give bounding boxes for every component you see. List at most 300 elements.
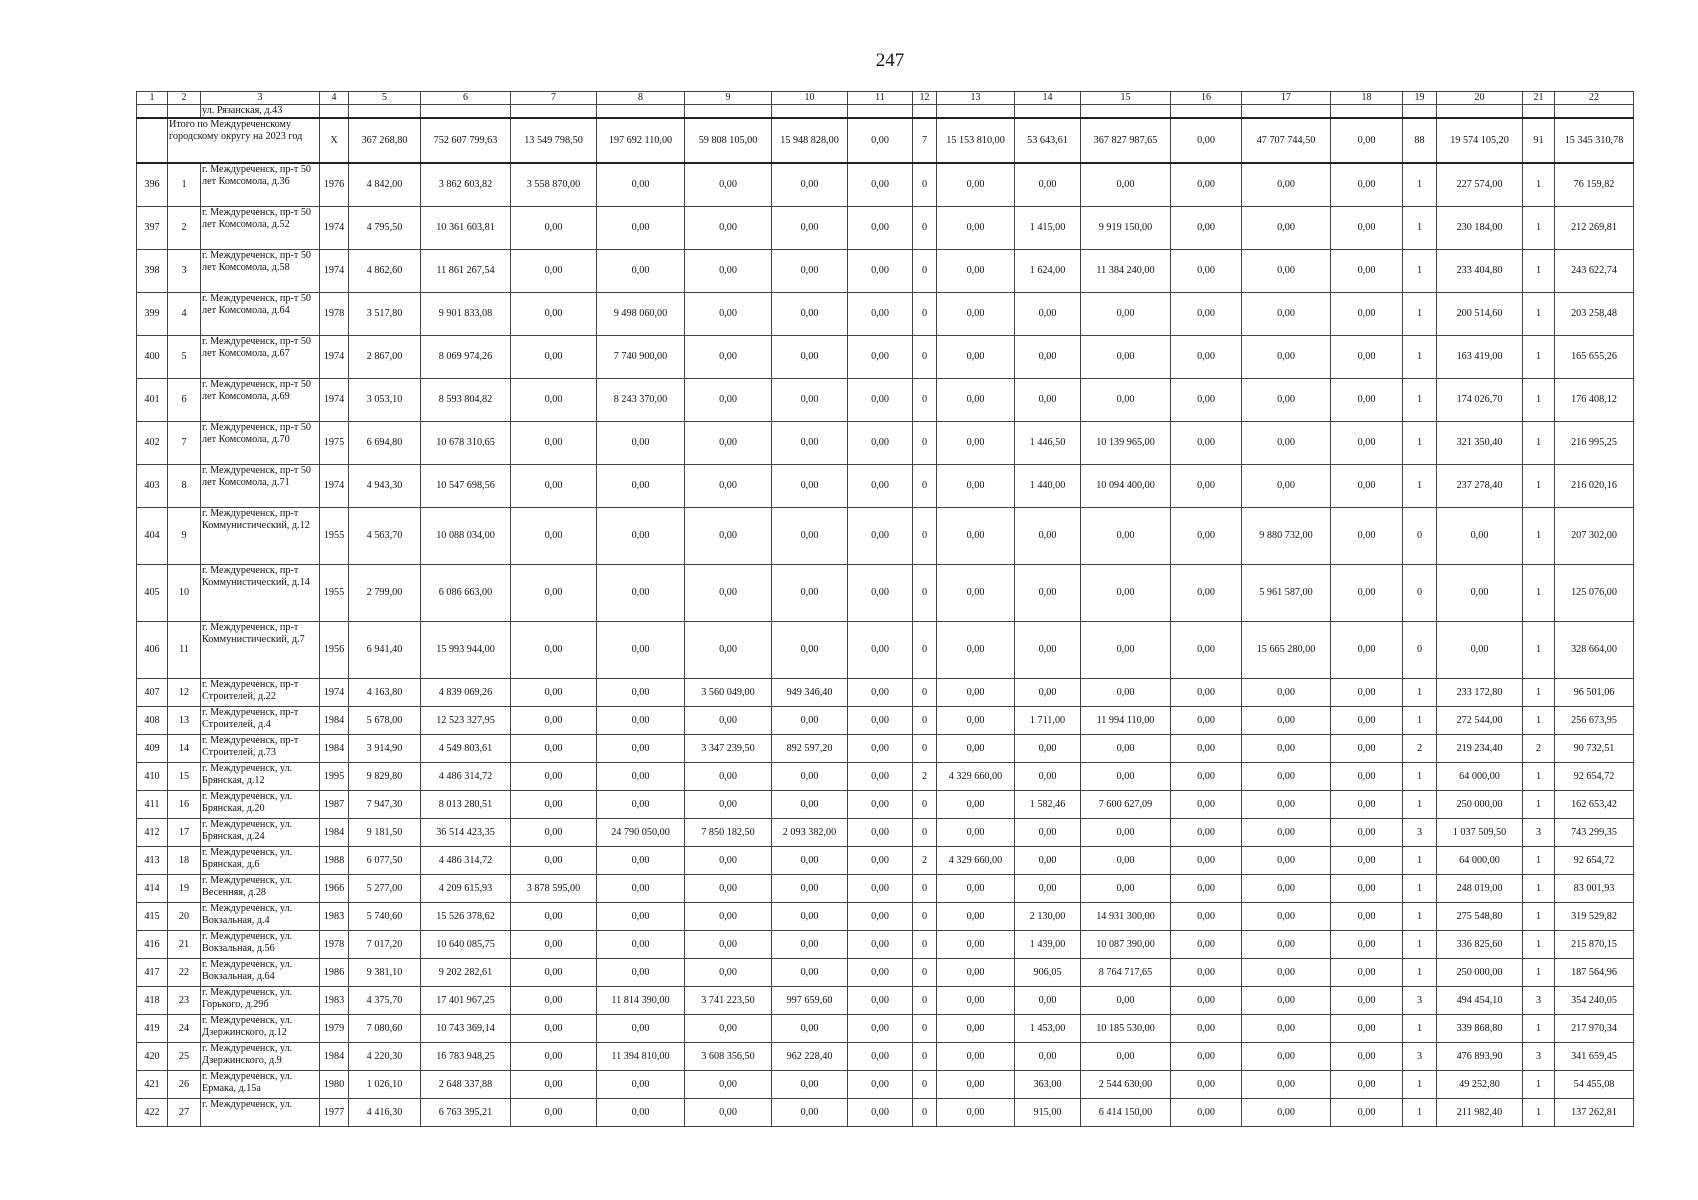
table-cell: 0,00	[937, 508, 1015, 565]
table-cell: 420	[137, 1043, 168, 1071]
address-cell: г. Междуреченск, ул. Брянская, д.20	[201, 791, 320, 819]
table-cell: 0,00	[1171, 1071, 1242, 1099]
table-cell: 4	[168, 293, 201, 336]
column-header: 8	[597, 92, 685, 105]
table-cell: 0,00	[937, 1043, 1015, 1071]
table-cell: 400	[137, 336, 168, 379]
table-cell: 0	[913, 379, 937, 422]
table-cell: 1955	[320, 565, 349, 622]
table-cell: 26	[168, 1071, 201, 1099]
table-cell: 0,00	[848, 293, 913, 336]
table-cell: 0,00	[848, 1043, 913, 1071]
table-cell: 0,00	[597, 508, 685, 565]
table-cell: 0,00	[848, 1071, 913, 1099]
table-cell: 3 914,90	[349, 735, 421, 763]
table-cell: 404	[137, 508, 168, 565]
table-cell: 24	[168, 1015, 201, 1043]
table-row	[137, 508, 1634, 565]
table-cell: 4 329 660,00	[937, 763, 1015, 791]
table-cell: 0	[913, 819, 937, 847]
table-cell: 0,00	[848, 422, 913, 465]
table-cell: 1988	[320, 847, 349, 875]
table-cell: 0	[913, 508, 937, 565]
table-cell: 0,00	[1242, 163, 1331, 207]
table-cell: 0,00	[685, 163, 772, 207]
table-cell: 0,00	[597, 465, 685, 508]
table-cell: 0,00	[1171, 422, 1242, 465]
table-cell: 0,00	[772, 763, 848, 791]
table-cell: 0,00	[772, 875, 848, 903]
column-header: 14	[1015, 92, 1081, 105]
column-header: 22	[1555, 92, 1634, 105]
column-header: 13	[937, 92, 1015, 105]
table-cell: 949 346,40	[772, 679, 848, 707]
table-cell: 410	[137, 763, 168, 791]
table-cell: 0	[913, 1099, 937, 1127]
table-cell: 336 825,60	[1437, 931, 1523, 959]
table-cell: 0,00	[937, 679, 1015, 707]
table-cell: 0,00	[1015, 987, 1081, 1015]
table-cell: 7 600 627,09	[1081, 791, 1171, 819]
table-cell: 0,00	[1331, 735, 1403, 763]
table-cell: 409	[137, 735, 168, 763]
table-cell: 1	[1523, 163, 1555, 207]
table-cell: 3 053,10	[349, 379, 421, 422]
table-cell: 363,00	[1015, 1071, 1081, 1099]
table-cell: 17	[168, 819, 201, 847]
table-cell: 412	[137, 819, 168, 847]
table-cell: 212 269,81	[1555, 207, 1634, 250]
address-cell: г. Междуреченск, ул. Вокзальная, д.56	[201, 931, 320, 959]
table-cell: 1	[1523, 622, 1555, 679]
table-cell: 414	[137, 875, 168, 903]
table-cell	[1437, 105, 1523, 119]
table-cell: 419	[137, 1015, 168, 1043]
table-cell: 0,00	[511, 293, 597, 336]
table-cell: 1984	[320, 1043, 349, 1071]
table-cell: 0,00	[1242, 465, 1331, 508]
table-cell: 0,00	[937, 819, 1015, 847]
table-cell: 1	[168, 163, 201, 207]
column-header: 1	[137, 92, 168, 105]
total-value: 15 153 810,00	[937, 118, 1015, 163]
table-cell: 1975	[320, 422, 349, 465]
table-cell: 9 901 833,08	[421, 293, 511, 336]
table-cell: 187 564,96	[1555, 959, 1634, 987]
table-cell: 0,00	[685, 1015, 772, 1043]
table-cell	[1171, 105, 1242, 119]
table-cell: 1966	[320, 875, 349, 903]
table-cell: 1	[1403, 207, 1437, 250]
total-value: 367 268,80	[349, 118, 421, 163]
table-cell: 0,00	[1171, 959, 1242, 987]
table-cell: 0,00	[937, 959, 1015, 987]
table-cell: 90 732,51	[1555, 735, 1634, 763]
table-cell: 0,00	[597, 707, 685, 735]
table-cell: 0,00	[1015, 508, 1081, 565]
table-cell: 0,00	[848, 707, 913, 735]
table-cell: 9	[168, 508, 201, 565]
table-cell: 0,00	[1331, 959, 1403, 987]
table-cell: 0,00	[597, 1071, 685, 1099]
table-cell: 211 982,40	[1437, 1099, 1523, 1127]
table-cell: 0,00	[772, 250, 848, 293]
table-cell: 0,00	[772, 163, 848, 207]
table-cell: 1	[1403, 336, 1437, 379]
table-cell: 11 814 390,00	[597, 987, 685, 1015]
table-row	[137, 791, 1634, 819]
table-cell: 14 931 300,00	[1081, 903, 1171, 931]
page-number: 247	[875, 50, 905, 71]
table-cell: 0,00	[848, 465, 913, 508]
table-cell: 0,00	[597, 931, 685, 959]
table-cell: 0,00	[685, 847, 772, 875]
table-cell: 0,00	[685, 931, 772, 959]
table-cell: 0,00	[937, 1015, 1015, 1043]
table-cell: 0,00	[685, 336, 772, 379]
table-cell: 0	[1403, 508, 1437, 565]
table-row	[137, 959, 1634, 987]
table-cell: 1984	[320, 707, 349, 735]
table-cell: 1	[1403, 163, 1437, 207]
table-cell: 0,00	[511, 735, 597, 763]
table-cell: 3	[1403, 819, 1437, 847]
table-cell: 0,00	[848, 679, 913, 707]
table-cell: 0,00	[1171, 163, 1242, 207]
table-cell	[848, 105, 913, 119]
table-row	[137, 379, 1634, 422]
table-cell: 3	[1403, 987, 1437, 1015]
table-cell: 0,00	[772, 293, 848, 336]
table-cell: 3	[168, 250, 201, 293]
table-cell: 15 526 378,62	[421, 903, 511, 931]
table-cell: 0,00	[937, 791, 1015, 819]
table-cell: 216 995,25	[1555, 422, 1634, 465]
table-cell: 0	[913, 791, 937, 819]
table-cell: 0,00	[511, 336, 597, 379]
table-cell: 8 069 974,26	[421, 336, 511, 379]
table-cell: 0,00	[511, 1099, 597, 1127]
table-cell: 49 252,80	[1437, 1071, 1523, 1099]
address-cell: г. Междуреченск, пр-т Коммунистический, д.7	[201, 622, 320, 679]
address-cell: г. Междуреченск, пр-т 50 лет Комсомола, д.71	[201, 465, 320, 508]
table-cell: 0,00	[1331, 250, 1403, 293]
table-cell: 0,00	[1081, 1043, 1171, 1071]
table-cell: 0,00	[685, 250, 772, 293]
table-cell: 1 415,00	[1015, 207, 1081, 250]
table-cell: 4 549 803,61	[421, 735, 511, 763]
table-cell: 9 202 282,61	[421, 959, 511, 987]
table-cell: 0	[913, 422, 937, 465]
table-cell: 0,00	[937, 250, 1015, 293]
table-row	[137, 465, 1634, 508]
table-cell: 0	[913, 465, 937, 508]
table-row	[137, 819, 1634, 847]
table-cell: 237 278,40	[1437, 465, 1523, 508]
table-cell: 328 664,00	[1555, 622, 1634, 679]
table-cell: 1	[1523, 465, 1555, 508]
table-cell: 0,00	[848, 931, 913, 959]
table-cell: 8	[168, 465, 201, 508]
table-cell: 321 350,40	[1437, 422, 1523, 465]
table-cell: 0,00	[1331, 875, 1403, 903]
table-cell: 83 001,93	[1555, 875, 1634, 903]
table-row	[137, 931, 1634, 959]
table-cell: 0,00	[937, 735, 1015, 763]
table-cell: 0,00	[1331, 791, 1403, 819]
table-cell: 0,00	[848, 565, 913, 622]
table-cell: 0,00	[848, 819, 913, 847]
table-cell: 4 209 615,93	[421, 875, 511, 903]
table-cell	[1403, 105, 1437, 119]
table-cell: 1	[1403, 875, 1437, 903]
table-cell: 0,00	[772, 1015, 848, 1043]
table-cell: 217 970,34	[1555, 1015, 1634, 1043]
table-cell: 421	[137, 1071, 168, 1099]
table-cell: 0,00	[1331, 465, 1403, 508]
table-cell: 0,00	[1331, 847, 1403, 875]
table-cell: 9 829,80	[349, 763, 421, 791]
table-cell: 11 384 240,00	[1081, 250, 1171, 293]
table-cell: 0,00	[937, 1099, 1015, 1127]
table-row	[137, 293, 1634, 336]
table-cell: 0,00	[1171, 875, 1242, 903]
table-cell: 0,00	[597, 163, 685, 207]
address-cell: г. Междуреченск, ул. Ермака, д.15а	[201, 1071, 320, 1099]
address-cell: г. Междуреченск, ул. Весенняя, д.28	[201, 875, 320, 903]
table-cell: 0,00	[1331, 903, 1403, 931]
total-label: Итого по Междуреченскому городскому округу на 2023 год	[168, 118, 320, 163]
address-cell: г. Междуреченск, пр-т 50 лет Комсомола, д.58	[201, 250, 320, 293]
address-cell: г. Междуреченск, ул. Брянская, д.6	[201, 847, 320, 875]
table-cell: 0,00	[937, 987, 1015, 1015]
table-cell: 13	[168, 707, 201, 735]
table-cell: 1	[1523, 847, 1555, 875]
table-row	[137, 1071, 1634, 1099]
table-cell: 0,00	[685, 903, 772, 931]
table-cell: 3 560 049,00	[685, 679, 772, 707]
table-cell: 0	[913, 163, 937, 207]
table-cell: 0,00	[848, 379, 913, 422]
table-cell: 3 741 223,50	[685, 987, 772, 1015]
table-cell: 1	[1403, 379, 1437, 422]
table-cell: 11 994 110,00	[1081, 707, 1171, 735]
table-cell: 0,00	[511, 763, 597, 791]
total-value: 15 948 828,00	[772, 118, 848, 163]
table-cell: 0,00	[848, 622, 913, 679]
table-cell: 1	[1403, 1015, 1437, 1043]
table-cell: 96 501,06	[1555, 679, 1634, 707]
table-cell: 0,00	[772, 847, 848, 875]
table-cell: 8 243 370,00	[597, 379, 685, 422]
table-cell: 0,00	[1242, 207, 1331, 250]
table-cell: 64 000,00	[1437, 847, 1523, 875]
table-cell: 3 862 603,82	[421, 163, 511, 207]
table-cell: 1983	[320, 987, 349, 1015]
table-cell: 0,00	[1015, 622, 1081, 679]
table-cell: 10 087 390,00	[1081, 931, 1171, 959]
table-cell: 4 795,50	[349, 207, 421, 250]
table-cell: 5 277,00	[349, 875, 421, 903]
table-cell: 0,00	[511, 508, 597, 565]
table-cell: 3	[1523, 1043, 1555, 1071]
table-cell: 219 234,40	[1437, 735, 1523, 763]
table-row	[137, 422, 1634, 465]
table-cell: 1 624,00	[1015, 250, 1081, 293]
table-cell: 0,00	[1171, 763, 1242, 791]
table-cell: 0,00	[937, 163, 1015, 207]
table-cell: 10 139 965,00	[1081, 422, 1171, 465]
table-cell: 23	[168, 987, 201, 1015]
table-cell: 0,00	[848, 163, 913, 207]
table-cell: 0,00	[1242, 422, 1331, 465]
table-cell: 125 076,00	[1555, 565, 1634, 622]
table-cell: 1	[1523, 207, 1555, 250]
table-cell	[137, 118, 168, 163]
table-cell: 248 019,00	[1437, 875, 1523, 903]
table-cell: 5 961 587,00	[1242, 565, 1331, 622]
table-cell: 0,00	[511, 1015, 597, 1043]
total-value: 53 643,61	[1015, 118, 1081, 163]
table-cell: 4 375,70	[349, 987, 421, 1015]
table-cell: 12 523 327,95	[421, 707, 511, 735]
table-cell: 18	[168, 847, 201, 875]
table-row	[137, 847, 1634, 875]
table-cell: 2	[913, 763, 937, 791]
table-cell: 1	[1403, 707, 1437, 735]
table-cell: 2	[1523, 735, 1555, 763]
table-cell: 0,00	[597, 1015, 685, 1043]
table-cell: 243 622,74	[1555, 250, 1634, 293]
column-header: 2	[168, 92, 201, 105]
table-row	[137, 1043, 1634, 1071]
table-cell: 1	[1403, 791, 1437, 819]
table-cell: 0,00	[848, 250, 913, 293]
table-cell: 0,00	[597, 422, 685, 465]
address-cell: г. Междуреченск, ул. Горького, д.29б	[201, 987, 320, 1015]
table-cell: 416	[137, 931, 168, 959]
table-cell: 0,00	[1171, 1015, 1242, 1043]
table-cell: 0,00	[1015, 163, 1081, 207]
table-cell: 0,00	[1331, 1043, 1403, 1071]
table-cell: 0,00	[937, 565, 1015, 622]
table-cell: 0,00	[1081, 819, 1171, 847]
table-cell: 21	[168, 931, 201, 959]
table-cell: 137 262,81	[1555, 1099, 1634, 1127]
table-cell: 10 094 400,00	[1081, 465, 1171, 508]
table-cell: 207 302,00	[1555, 508, 1634, 565]
table-cell: 19	[168, 875, 201, 903]
table-cell: 275 548,80	[1437, 903, 1523, 931]
table-cell: 0,00	[1081, 508, 1171, 565]
table-cell: 0	[913, 250, 937, 293]
table-cell: 7 740 900,00	[597, 336, 685, 379]
table-cell	[421, 105, 511, 119]
table-cell: 3 558 870,00	[511, 163, 597, 207]
address-cell: г. Междуреченск, пр-т Строителей, д.73	[201, 735, 320, 763]
table-cell: 2 648 337,88	[421, 1071, 511, 1099]
table-cell: 0,00	[685, 1099, 772, 1127]
column-header: 3	[201, 92, 320, 105]
table-cell: 0,00	[1081, 735, 1171, 763]
column-header: 17	[1242, 92, 1331, 105]
table-cell: 407	[137, 679, 168, 707]
table-cell: 0	[913, 1043, 937, 1071]
table-cell: 272 544,00	[1437, 707, 1523, 735]
table-cell: 0,00	[1171, 379, 1242, 422]
address-cell: г. Междуреченск, пр-т Коммунистический, д.12	[201, 508, 320, 565]
table-cell: 0,00	[511, 1043, 597, 1071]
table-cell: 0,00	[1171, 1043, 1242, 1071]
table-cell: 16 783 948,25	[421, 1043, 511, 1071]
table-cell: 0,00	[597, 847, 685, 875]
column-header: 21	[1523, 92, 1555, 105]
table-cell: 0,00	[1242, 1015, 1331, 1043]
table-cell: 256 673,95	[1555, 707, 1634, 735]
table-row	[137, 763, 1634, 791]
table-cell: 0,00	[1331, 1071, 1403, 1099]
table-cell: 403	[137, 465, 168, 508]
table-cell: 7	[168, 422, 201, 465]
table-cell: 5	[168, 336, 201, 379]
table-cell: 0,00	[597, 622, 685, 679]
table-cell: 1955	[320, 508, 349, 565]
table-cell: 4 862,60	[349, 250, 421, 293]
address-cell: г. Междуреченск, ул. Брянская, д.12	[201, 763, 320, 791]
column-header: 5	[349, 92, 421, 105]
table-cell: 406	[137, 622, 168, 679]
table-cell: 1 582,46	[1015, 791, 1081, 819]
table-cell: 10 185 530,00	[1081, 1015, 1171, 1043]
table-cell	[1015, 105, 1081, 119]
table-cell: 1	[1403, 1071, 1437, 1099]
table-cell: 0,00	[1081, 763, 1171, 791]
table-cell: 0,00	[1331, 931, 1403, 959]
table-row	[137, 875, 1634, 903]
table-cell: 6 763 395,21	[421, 1099, 511, 1127]
table-cell: 0,00	[937, 293, 1015, 336]
table-row	[137, 207, 1634, 250]
table-cell: 10 547 698,56	[421, 465, 511, 508]
table-row	[137, 987, 1634, 1015]
table-cell: 0,00	[1331, 819, 1403, 847]
column-header: 7	[511, 92, 597, 105]
table-cell: 0,00	[1242, 1043, 1331, 1071]
table-cell: 163 419,00	[1437, 336, 1523, 379]
table-cell: 0,00	[597, 903, 685, 931]
table-cell: 1987	[320, 791, 349, 819]
table-cell: 4 943,30	[349, 465, 421, 508]
table-cell: 0,00	[937, 903, 1015, 931]
table-cell: 200 514,60	[1437, 293, 1523, 336]
table-cell: 0,00	[1081, 679, 1171, 707]
table-row	[137, 565, 1634, 622]
table-cell: 11	[168, 622, 201, 679]
table-cell: 0,00	[772, 791, 848, 819]
table-cell: 0,00	[772, 379, 848, 422]
table-cell: 0,00	[685, 465, 772, 508]
table-cell: 3 347 239,50	[685, 735, 772, 763]
table-cell: 3	[1523, 819, 1555, 847]
table-cell: 0,00	[937, 465, 1015, 508]
table-cell: 0,00	[685, 508, 772, 565]
table-cell: 0,00	[511, 622, 597, 679]
table-cell: 494 454,10	[1437, 987, 1523, 1015]
table-cell: 1 037 509,50	[1437, 819, 1523, 847]
table-cell: 0,00	[1331, 508, 1403, 565]
table-cell: 2 544 630,00	[1081, 1071, 1171, 1099]
total-value: 0,00	[1331, 118, 1403, 163]
